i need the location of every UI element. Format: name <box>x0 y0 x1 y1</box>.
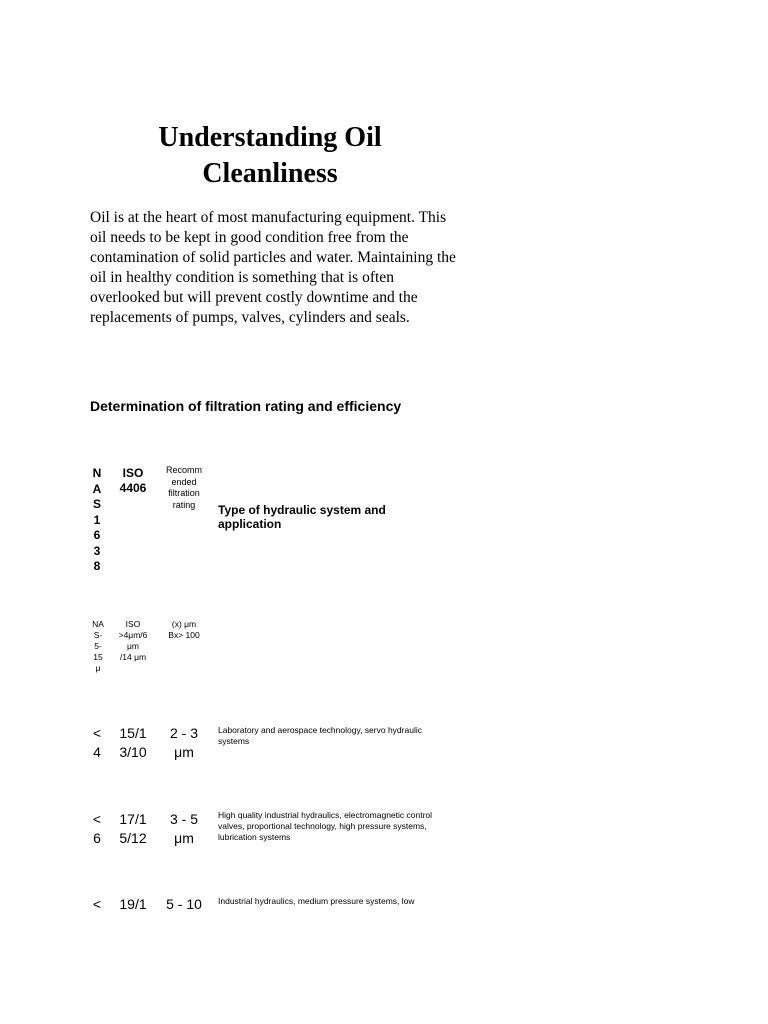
subheader-nas: NA S- 5- 15 μ <box>92 619 104 673</box>
document-title: Understanding Oil Cleanliness <box>158 122 382 189</box>
row-nas: < 4 <box>92 725 102 760</box>
row-nas: < 6 <box>92 811 102 846</box>
row-description: Industrial hydraulics, medium pressure systems, low <box>218 896 415 906</box>
row-nas: < <box>92 896 102 912</box>
row-description: Laboratory and aerospace technology, servo hydraulic systems <box>218 725 422 746</box>
intro-paragraph: Oil is at the heart of most manufacturing equipment. This oil needs to be kept in good condition free from the contamination of solid particles and water. Maintaining the oil in healthy condition is something that is often overlooked but will prevent costly downtime and the replacements of pumps, valves, cylinders and seals. <box>90 209 456 326</box>
header-iso: ISO 4406 <box>119 466 147 495</box>
section-heading: Determination of filtration rating and efficiency <box>90 398 402 414</box>
row-iso: 19/1 <box>119 896 147 912</box>
header-recommended: Recomm ended filtration rating <box>165 465 202 510</box>
row-description: High quality industrial hydraulics, electromagnetic control valves, proportional technology, high pressure systems, lubrication systems <box>218 810 433 842</box>
header-type: Type of hydraulic system and application <box>218 503 386 531</box>
row-iso: 15/1 3/10 <box>119 725 147 760</box>
subheader-iso: ISO >4μm/6 μm /14 μm <box>118 619 148 662</box>
row-rating: 2 - 3 μm <box>169 725 198 760</box>
row-rating: 5 - 10 <box>166 896 202 912</box>
row-rating: 3 - 5 μm <box>169 811 198 846</box>
header-nas: N A S 1 6 3 8 <box>92 466 102 573</box>
row-iso: 17/1 5/12 <box>119 811 147 846</box>
subheader-rating: (x) μm Bx> 100 <box>168 619 200 640</box>
